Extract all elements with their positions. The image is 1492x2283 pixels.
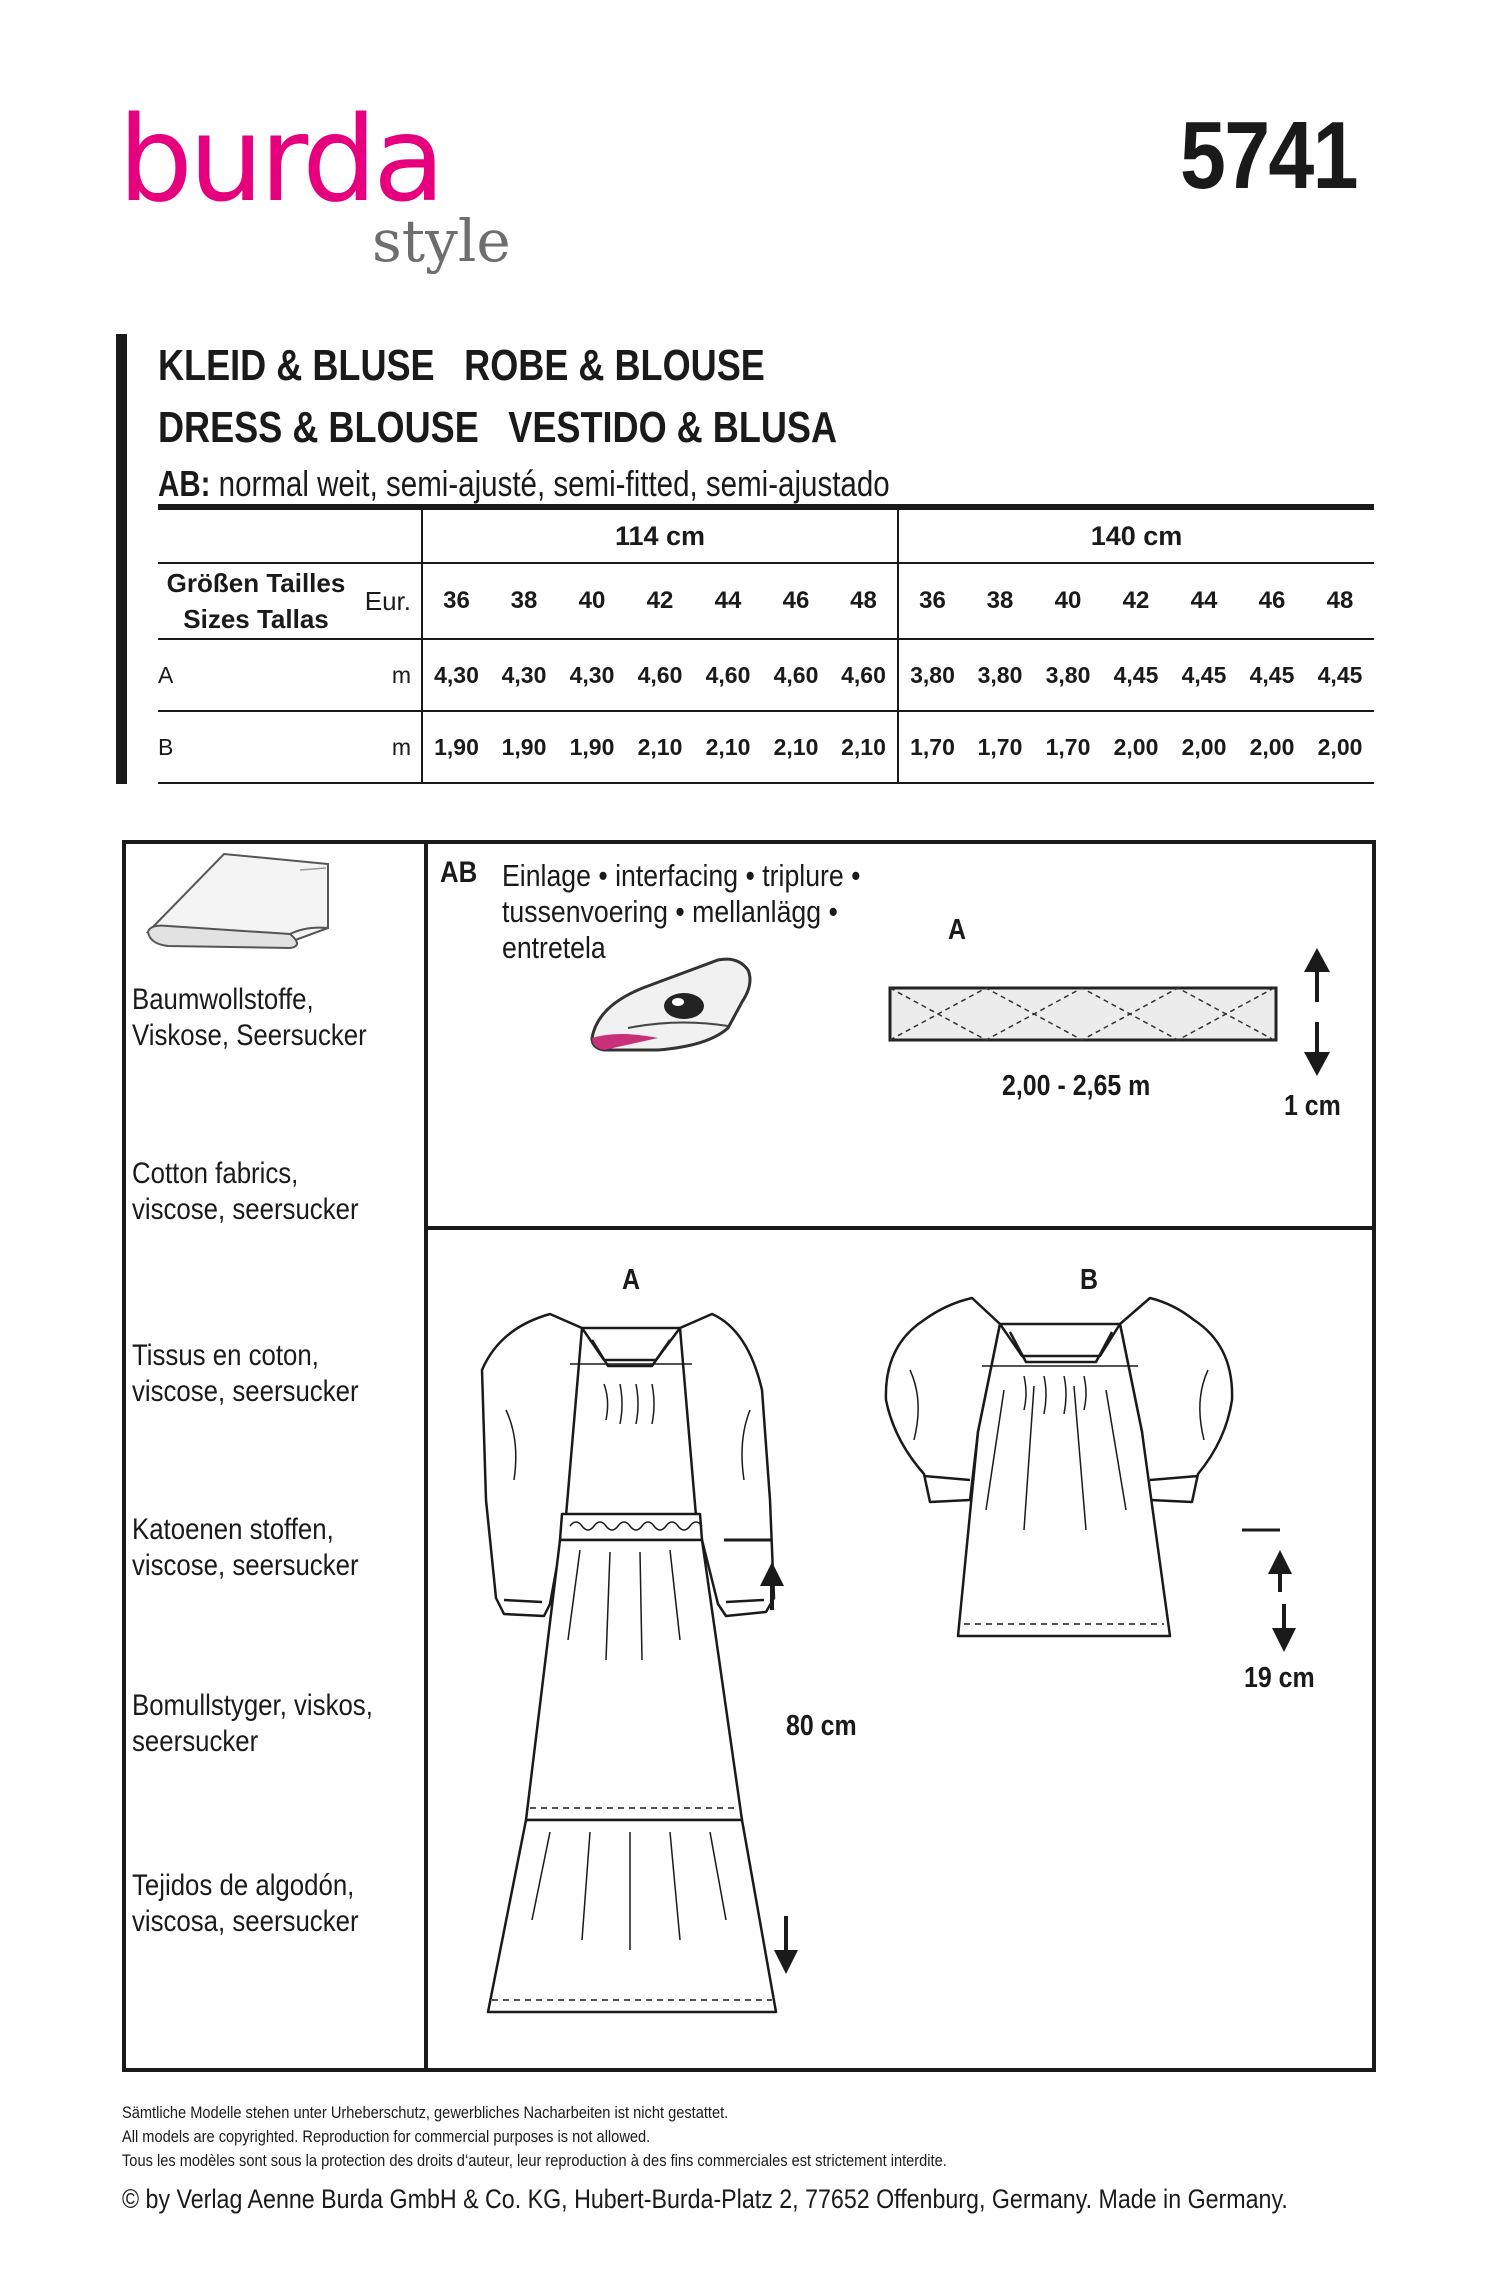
fit-code: AB:	[158, 463, 211, 504]
dress-a-length-label: 80 cm	[786, 1710, 857, 1742]
size-cell: 38	[986, 587, 1014, 614]
yardage-cell: 4,45	[1181, 661, 1227, 688]
size-cell: 40	[1054, 587, 1082, 614]
blouse-b-illustration	[874, 1290, 1244, 1670]
size-cell: 48	[1326, 587, 1354, 614]
yardage-table	[158, 504, 1374, 784]
interfacing-line2: tussenvoering • mellanlägg •	[502, 894, 838, 929]
fabric-line: viscose, seersucker	[132, 1193, 359, 1226]
title-fr: ROBE & BLOUSE	[464, 341, 765, 390]
view-a-label: A	[622, 1264, 641, 1296]
yardage-cell: 3,80	[977, 661, 1023, 688]
fabric-line: Viskose, Seersucker	[132, 1019, 367, 1052]
yardage-cell: 4,45	[1317, 661, 1363, 688]
strip-length-label: 2,00 - 2,65 m	[1002, 1070, 1151, 1102]
iron-icon	[588, 946, 758, 1056]
footer-copyright-en: All models are copyrighted. Reproduction for commercial purposes is not allowed.	[122, 2127, 651, 2146]
unit-label: m	[354, 639, 422, 711]
title-en-es	[158, 403, 838, 452]
strip-width-label: 1 cm	[1284, 1090, 1341, 1122]
fabric-line: viscose, seersucker	[132, 1549, 359, 1582]
yardage-cell: 1,90	[434, 733, 479, 760]
vertical-divider	[424, 840, 428, 2072]
fabric-line: viscose, seersucker	[132, 1375, 359, 1408]
size-row	[158, 563, 1374, 639]
fabric-line: viscosa, seersucker	[132, 1905, 359, 1938]
fabric-line: Tejidos de algodón,	[132, 1869, 355, 1902]
interfacing-line3: entretela	[502, 930, 606, 965]
blouse-b-length-arrow-icon	[1240, 1528, 1300, 1658]
yardage-cell: 2,00	[1317, 733, 1363, 760]
yardage-cell: 1,70	[977, 733, 1023, 760]
fabric-text-es	[132, 1868, 359, 1940]
width-114-header: 114 cm	[422, 507, 898, 563]
fabric-text-sv	[132, 1688, 373, 1760]
size-cell: 38	[510, 587, 538, 614]
sizes-label-line1: Größen Tailles	[166, 568, 346, 598]
view-label: B	[158, 733, 174, 760]
fabric-text-fr	[132, 1338, 359, 1410]
yardage-cell: 4,30	[434, 661, 479, 688]
fabric-line: Katoenen stoffen,	[132, 1513, 334, 1546]
dress-a-illustration	[470, 1300, 870, 2020]
yardage-cell: 2,00	[1113, 733, 1159, 760]
fabric-line: Cotton fabrics,	[132, 1157, 299, 1190]
size-cell: 36	[919, 587, 946, 614]
fabric-line: Baumwollstoffe,	[132, 983, 314, 1016]
title-accent-bar	[116, 334, 127, 784]
fabric-width-row	[158, 507, 1374, 563]
table-row	[158, 711, 1374, 783]
fabric-roll-icon	[140, 840, 340, 960]
size-cell: 44	[714, 587, 742, 614]
fit-description	[158, 463, 890, 504]
title-en: DRESS & BLOUSE	[158, 403, 479, 452]
size-cell: 44	[1190, 587, 1218, 614]
yardage-cell: 4,30	[501, 661, 547, 688]
footer-copyright-de: Sämtliche Modelle stehen unter Urheberschutz, gewerbliches Nacharbeiten ist nicht gestattet.	[122, 2103, 729, 2122]
yardage-cell: 1,90	[569, 733, 615, 760]
size-cell: 48	[830, 563, 898, 639]
yardage-cell: 4,60	[637, 661, 683, 688]
yardage-cell: 1,70	[1045, 733, 1091, 760]
yardage-cell: 2,10	[637, 733, 683, 760]
yardage-cell: 3,80	[910, 661, 955, 688]
size-cell: 40	[578, 587, 606, 614]
fabric-line: Bomullstyger, viskos,	[132, 1689, 373, 1722]
table-row	[158, 639, 1374, 711]
horizontal-divider	[424, 1226, 1376, 1230]
fabric-text-nl	[132, 1512, 359, 1584]
footer-copyright-fr: Tous les modèles sont sous la protection des droits d‘auteur, leur reproduction à des fins commerciales est strictement interdite.	[122, 2151, 947, 2170]
yardage-cell: 4,60	[773, 661, 819, 688]
interfacing-line1: Einlage • interfacing • triplure •	[502, 858, 861, 893]
blouse-b-length-label: 19 cm	[1244, 1662, 1315, 1694]
fabric-text-en	[132, 1156, 359, 1228]
fabric-line: Tissus en coton,	[132, 1339, 319, 1372]
yardage-cell: 4,60	[705, 661, 751, 688]
brand-logo: burda	[118, 90, 442, 228]
sizes-label-line2: Sizes Tallas	[183, 604, 329, 634]
size-cell: 42	[646, 587, 674, 614]
size-cell: 42	[1122, 587, 1150, 614]
sizes-unit: Eur.	[354, 563, 422, 639]
width-140-header: 140 cm	[1090, 520, 1183, 551]
view-b-label: B	[1080, 1264, 1099, 1296]
sizes-label	[158, 563, 354, 639]
yardage-cell: 4,60	[830, 639, 898, 711]
size-cell: 46	[782, 587, 810, 614]
unit-label: m	[354, 711, 422, 783]
yardage-cell: 4,30	[569, 661, 615, 688]
brand-logo-sub: style	[372, 207, 511, 275]
title-es: VESTIDO & BLUSA	[508, 403, 838, 452]
pattern-number: 5741	[1180, 102, 1357, 209]
size-cell: 46	[1258, 587, 1286, 614]
title-de-fr	[158, 341, 765, 390]
title-de: KLEID & BLUSE	[158, 341, 435, 390]
yardage-cell: 3,80	[1045, 661, 1091, 688]
yardage-cell: 2,10	[830, 711, 898, 783]
fabric-text-de	[132, 982, 367, 1054]
view-label: A	[158, 661, 174, 688]
yardage-cell: 4,45	[1113, 661, 1159, 688]
interfacing-view-label: A	[948, 914, 967, 946]
footer-publisher: © by Verlag Aenne Burda GmbH & Co. KG, Hubert-Burda-Platz 2, 77652 Offenburg, Germany. Made in Germany.	[122, 2184, 1288, 2214]
yardage-cell: 4,45	[1249, 661, 1295, 688]
interfacing-strip	[888, 986, 1278, 1042]
dress-a-length-arrow-icon	[722, 1538, 782, 1978]
yardage-cell: 2,00	[1181, 733, 1227, 760]
fabric-line: seersucker	[132, 1725, 259, 1758]
yardage-cell: 2,00	[1249, 733, 1295, 760]
strip-width-arrow-icon	[1300, 946, 1334, 1078]
fit-text: normal weit, semi-ajusté, semi-fitted, semi-ajustado	[218, 463, 890, 504]
yardage-cell: 2,10	[773, 733, 819, 760]
interfacing-code: AB	[440, 856, 478, 889]
yardage-cell: 1,70	[910, 733, 955, 760]
yardage-cell: 1,90	[501, 733, 547, 760]
yardage-cell: 2,10	[705, 733, 751, 760]
size-cell: 36	[443, 587, 470, 614]
